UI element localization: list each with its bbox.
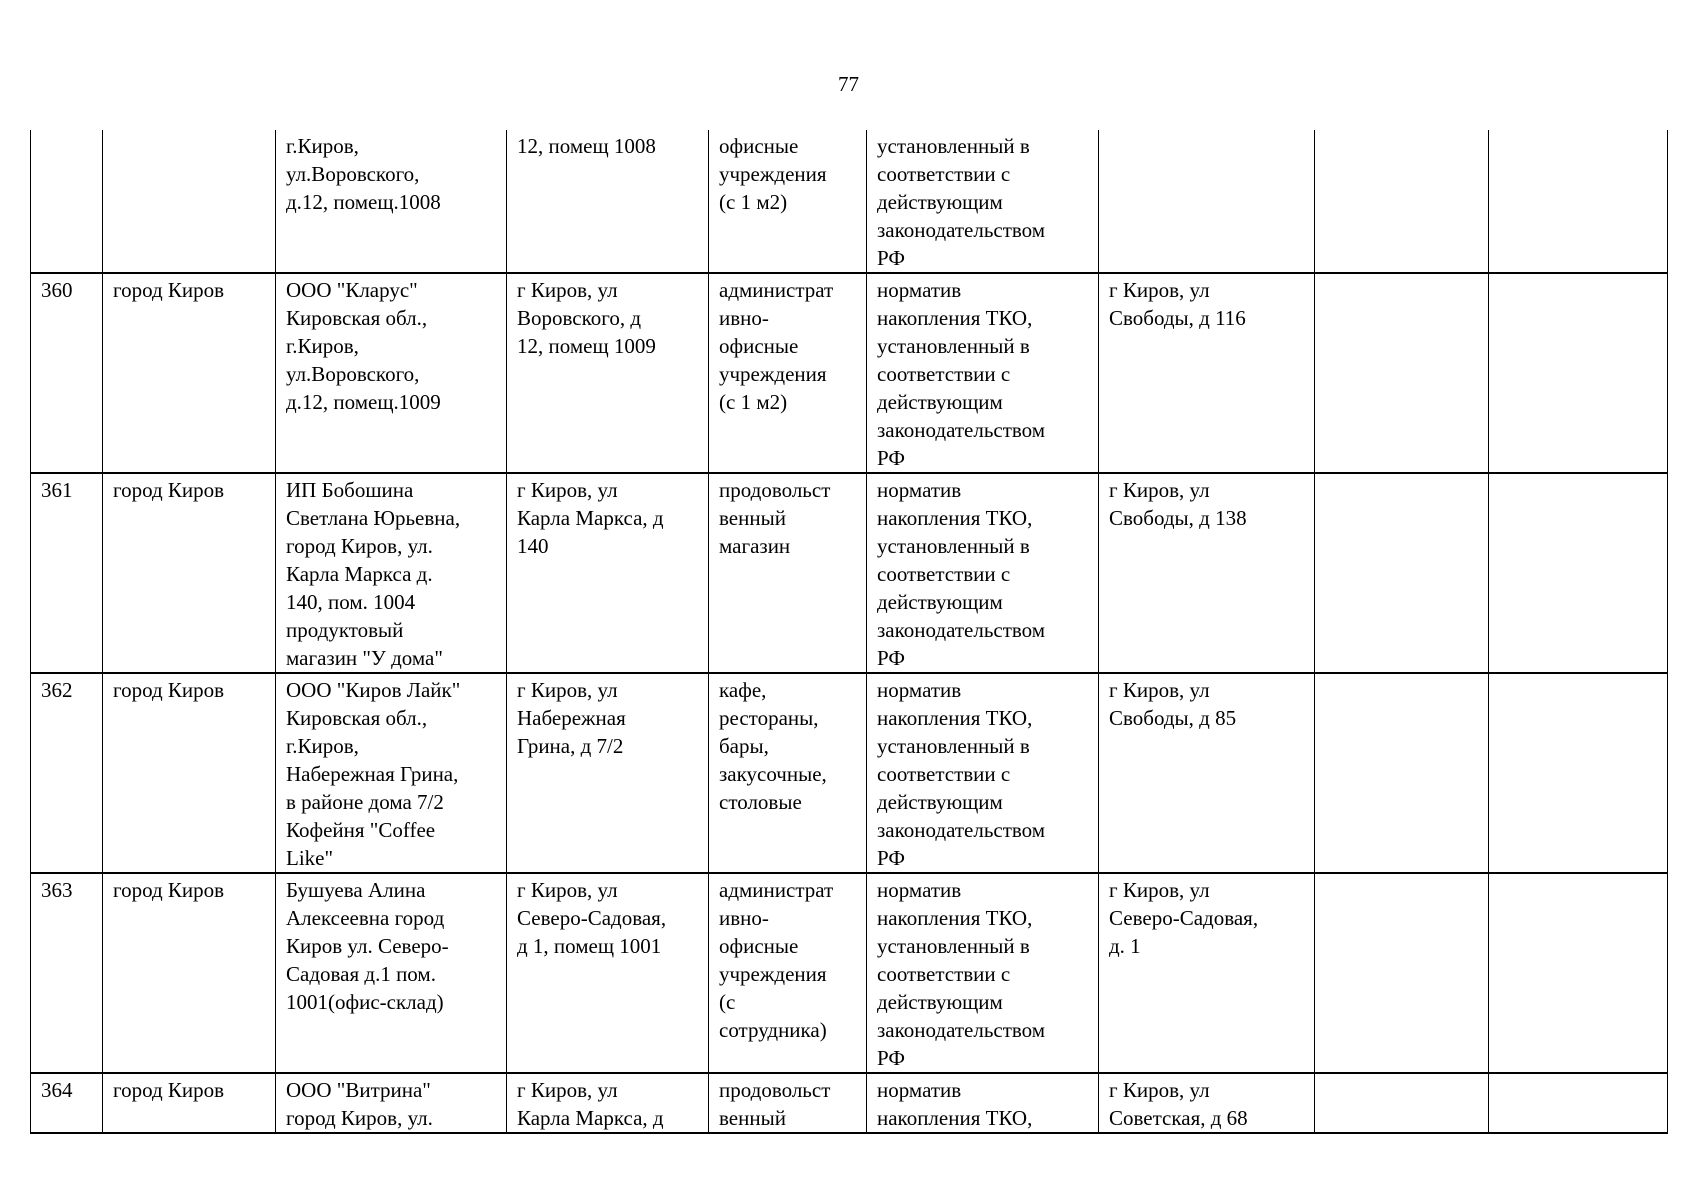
locality-cell: город Киров (103, 473, 276, 673)
extra-cell-2 (1489, 673, 1668, 873)
container-site-cell (1099, 130, 1315, 273)
norm-cell: норматив накопления ТКО, установленный в соответствии с действующим законодательством РФ (867, 273, 1099, 473)
owner-cell: ООО "Кларус" Кировская обл., г.Киров, ул.Воровского, д.12, помещ.1009 (276, 273, 507, 473)
page-number: 77 (838, 72, 859, 96)
extra-cell-2 (1489, 273, 1668, 473)
table-row (31, 473, 1668, 673)
waste-register-table (30, 130, 1668, 1134)
owner-cell: ИП Бобошина Светлана Юрьевна, город Киров, ул. Карла Маркса д. 140, пом. 1004 продуктовый магазин "У дома" (276, 473, 507, 673)
row-number-cell (31, 130, 103, 273)
locality-cell: город Киров (103, 1073, 276, 1133)
category-cell: администрат ивно- офисные учреждения (с 1 м2) (709, 273, 867, 473)
norm-cell: норматив накопления ТКО, установленный в соответствии с действующим законодательством РФ (867, 673, 1099, 873)
address-cell: г Киров, ул Северо-Садовая, д 1, помещ 1001 (507, 873, 709, 1073)
locality-cell: город Киров (103, 873, 276, 1073)
container-site-cell: г Киров, ул Свободы, д 85 (1099, 673, 1315, 873)
table-row (31, 873, 1668, 1073)
extra-cell-1 (1315, 273, 1489, 473)
row-number-cell: 360 (31, 273, 103, 473)
owner-cell: Бушуева Алина Алексеевна город Киров ул. Северо- Садовая д.1 пом. 1001(офис-склад) (276, 873, 507, 1073)
extra-cell-1 (1315, 473, 1489, 673)
category-cell: офисные учреждения (с 1 м2) (709, 130, 867, 273)
locality-cell (103, 130, 276, 273)
locality-cell: город Киров (103, 673, 276, 873)
category-cell: администрат ивно- офисные учреждения (с сотрудника) (709, 873, 867, 1073)
category-cell: продовольст венный магазин (709, 473, 867, 673)
owner-cell: ООО "Киров Лайк" Кировская обл., г.Киров, Набережная Грина, в районе дома 7/2 Кофейня "Coffee Like" (276, 673, 507, 873)
extra-cell-2 (1489, 873, 1668, 1073)
table-row (31, 130, 1668, 273)
norm-cell: норматив накопления ТКО, установленный в соответствии с действующим законодательством РФ (867, 473, 1099, 673)
owner-cell: ООО "Витрина" город Киров, ул. (276, 1073, 507, 1133)
address-cell: г Киров, ул Воровского, д 12, помещ 1009 (507, 273, 709, 473)
table-row (31, 273, 1668, 473)
table-row (31, 1073, 1668, 1133)
locality-cell: город Киров (103, 273, 276, 473)
container-site-cell: г Киров, ул Советская, д 68 (1099, 1073, 1315, 1133)
owner-cell: г.Киров, ул.Воровского, д.12, помещ.1008 (276, 130, 507, 273)
norm-cell: норматив накопления ТКО, установленный в соответствии с действующим законодательством РФ (867, 873, 1099, 1073)
extra-cell-2 (1489, 1073, 1668, 1133)
address-cell: г Киров, ул Набережная Грина, д 7/2 (507, 673, 709, 873)
extra-cell-2 (1489, 473, 1668, 673)
row-number-cell: 362 (31, 673, 103, 873)
category-cell: кафе, рестораны, бары, закусочные, столовые (709, 673, 867, 873)
row-number-cell: 361 (31, 473, 103, 673)
address-cell: 12, помещ 1008 (507, 130, 709, 273)
row-number-cell: 363 (31, 873, 103, 1073)
norm-cell: норматив накопления ТКО, (867, 1073, 1099, 1133)
row-number-cell: 364 (31, 1073, 103, 1133)
container-site-cell: г Киров, ул Свободы, д 138 (1099, 473, 1315, 673)
norm-cell: установленный в соответствии с действующим законодательством РФ (867, 130, 1099, 273)
table-row (31, 673, 1668, 873)
extra-cell-2 (1489, 130, 1668, 273)
extra-cell-1 (1315, 130, 1489, 273)
address-cell: г Киров, ул Карла Маркса, д (507, 1073, 709, 1133)
address-cell: г Киров, ул Карла Маркса, д 140 (507, 473, 709, 673)
extra-cell-1 (1315, 1073, 1489, 1133)
container-site-cell: г Киров, ул Северо-Садовая, д. 1 (1099, 873, 1315, 1073)
container-site-cell: г Киров, ул Свободы, д 116 (1099, 273, 1315, 473)
category-cell: продовольст венный (709, 1073, 867, 1133)
extra-cell-1 (1315, 673, 1489, 873)
extra-cell-1 (1315, 873, 1489, 1073)
